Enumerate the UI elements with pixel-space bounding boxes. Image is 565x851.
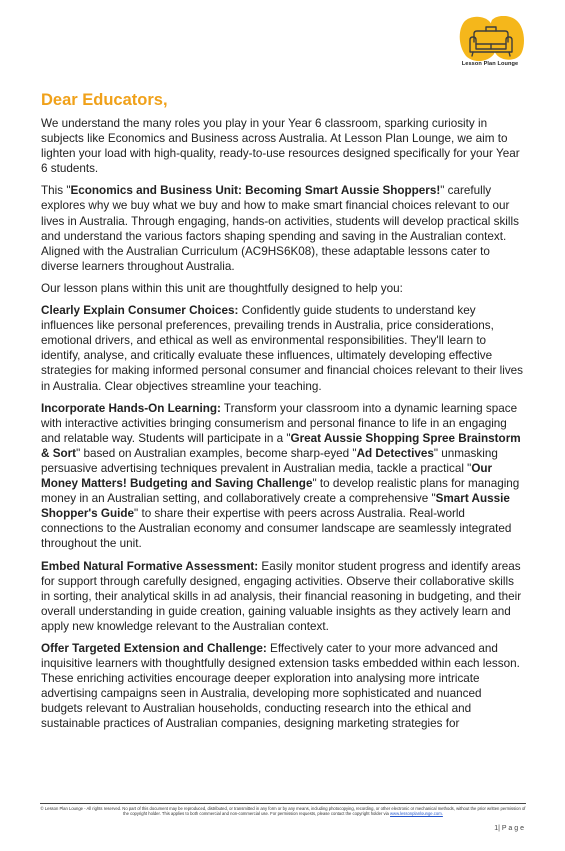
extension-heading: Offer Targeted Extension and Challenge: (41, 642, 267, 655)
page-number-value: 1 (494, 825, 499, 832)
couch-logo-icon (456, 16, 526, 64)
unit-pre: This " (41, 184, 71, 198)
lead-in-paragraph: Our lesson plans within this unit are thoughtfully designed to help you: (41, 281, 403, 295)
activity-ad-detectives: Ad Detectives (356, 446, 434, 460)
page-number (494, 825, 524, 832)
activity-budgeting-challenge: Our Money Matters! Budgeting and Saving Challenge (41, 461, 493, 491)
activity-shopping-spree: Great Aussie Shopping Spree Brainstorm & Sort (41, 431, 521, 460)
unit-post: " carefully explores why we buy what we buy and how to make smart financial choices relevant to our lives in Australia. Through engaging, hands-on activities, students will develop practical skills and understand the various factors shaping spending and saving in the Australian context. Aligned with the Australian Curriculum (AC9HS6K08), these adaptable lessons cater to diverse learners throughout Australia. (41, 184, 519, 273)
copyright-text: © Lesson Plan Lounge - All rights reserved. No part of this document may be reproduced, distributed, or transmitted in any form or by any means, including photocopying, recording, or other electronic or mechanical methods, without the prior written permission of the copyright holder. This applies to both commercial and non-commercial use. For permission requests, please contact the copyright holder via (40, 806, 526, 817)
consumer-choices-body: Confidently guide students to understand key influences like personal preferences, prevailing trends in Australia, price considerations, emotional drivers, and ethical as well as environmental responsibilities. They'll learn to identify, analyse, and critically evaluate these influences, ultimately developing effective strategies for making informed personal consumer and financial choices relevant to their lives in Australia. Clear objectives streamline your teaching. (41, 304, 524, 393)
activity-shoppers-guide: Smart Aussie Shopper's Guide (41, 492, 510, 521)
hands-on-text-2: " based on Australian examples, become sharp-eyed " (76, 446, 357, 460)
hands-on-text-1: Transform your classroom into a dynamic learning space with interactive activities bringing consumerism and personal finance to life in an engaging and relatable way. Students will participate in a " (41, 401, 518, 445)
assessment-paragraph (41, 559, 525, 634)
consumer-choices-heading: Clearly Explain Consumer Choices: (41, 304, 239, 318)
page-label: | P a g e (498, 825, 524, 832)
hands-on-heading: Incorporate Hands-On Learning: (41, 401, 221, 415)
hands-on-paragraph (41, 401, 525, 552)
unit-title: Economics and Business Unit: Becoming Smart Aussie Shoppers! (70, 184, 441, 198)
hands-on-text-4: " to develop realistic plans for managing money in an Australian setting, and collaboratively create a comprehensive " (41, 477, 520, 506)
lesson-plan-lounge-logo (456, 16, 526, 76)
logo-text: Lesson Plan Lounge (461, 61, 519, 67)
extension-body: Effectively cater to your more advanced and inquisitive learners with thoughtfully designed extension tasks embedded within each lesson. These enriching activities encourage deeper exploration into analysing more intricate advertising campaigns seen in Australia, developing more sophisticated and nuanced budgets relevant to Australian households, conducting research into the ethical and sustainable practices of Australian companies, designing marketing strategies for (41, 642, 520, 731)
consumer-choices-paragraph (41, 303, 525, 394)
website-link[interactable]: www.lessonplanlounge.com. (390, 811, 443, 817)
assessment-heading: Embed Natural Formative Assessment: (41, 559, 259, 573)
assessment-body: Easily monitor student progress and identify areas for support through carefully designed, engaging activities. Observe their collaborative skills in sorting, their analytical skills in ad analysis, their financial reasoning in budgeting, and their overall understanding in guide creation, gaining valuable insights as they actively learn and apply new knowledge relevant to the Australian context. (41, 559, 522, 633)
unit-paragraph (41, 183, 525, 274)
hands-on-text-3: " unmasking persuasive advertising techniques prevalent in Australian media, tackle a practical " (41, 446, 498, 475)
intro-paragraph: We understand the many roles you play in your Year 6 classroom, sparking curiosity in subjects like Economics and Business across Australia. At Lesson Plan Lounge, we aim to lighten your load with high-quality, ready-to-use resources designed specifically for your Year 6 students. (41, 117, 520, 176)
copyright-footer (40, 803, 526, 816)
salutation-heading: Dear Educators, (41, 91, 168, 109)
hands-on-text-5: " to share their expertise with peers across Australia. Real-world connections to the Australian economy and consumer landscape are seamlessly integrated throughout the unit. (41, 507, 512, 551)
letter-body (41, 90, 525, 739)
extension-paragraph (41, 641, 525, 732)
